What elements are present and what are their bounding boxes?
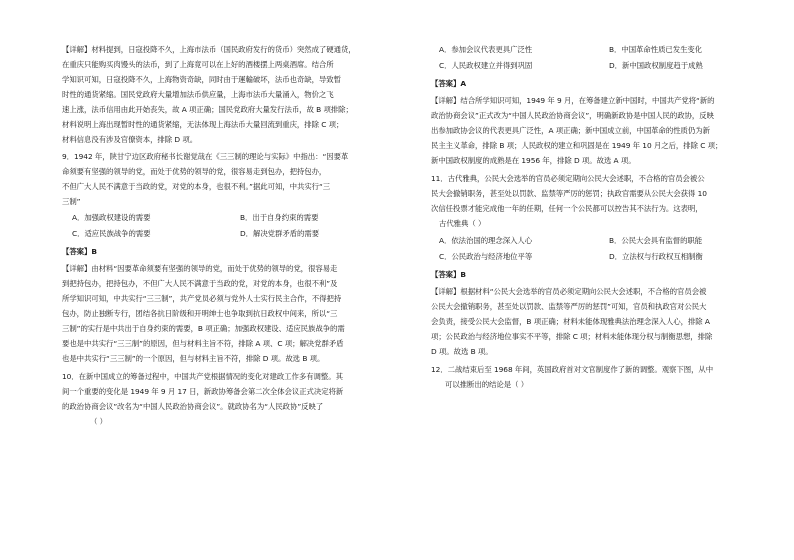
q9-analysis-line: 包办，防止独断专行，团结各抗日阶级和开明绅士也争取到抗日政权中间来，所以“三	[62, 309, 338, 318]
q11-analysis-line: 项；公民政治与经济地位事实不平等，排除 C 项；材料未能体现分权与制衡思想，排除	[431, 332, 713, 341]
q11-option-b: B．公民大会具有监督的职能	[609, 236, 703, 245]
q9-analysis-line: 到把持包办，把持包办，不但广大人民不满意于当政的党，对党的本身，也很不利”及	[62, 279, 338, 288]
q11-option-c: C．公民政治与经济地位平等	[439, 252, 533, 261]
q10-stem-line: 的政治协商会议”改名为“中国人民政治协商会议”。就政协名为“人民政协”反映了	[62, 402, 324, 411]
q10-analysis-line: 新中国政权制度的成熟是在 1956 年，排除 D 项。故选 A 项。	[431, 156, 636, 165]
q11-stem-line: 次信任投票才能完成他一年的任期，任何一个公民都可以控告其不法行为。这表明，	[431, 204, 703, 213]
q11-analysis-line: 【详解】根据材料“公民大会选举的官员必须定期向公民大会述职，不合格的官员会被	[431, 287, 707, 296]
q9-stem-line: 9．1942 年，陕甘宁边区政府秘书长谢觉哉在《三三制的理论与实际》中指出：“因要革	[62, 152, 349, 161]
q9-option-a: A．加强政权建设的需要	[72, 213, 151, 222]
q10-analysis-line: 【详解】结合所学知识可知，1949 年 9 月，在筹备建立新中国时，中国共产党将“新的	[431, 96, 715, 105]
q8-analysis-line: 材料信息没有涉及官僚资本，排除 D 项。	[62, 135, 198, 144]
q11-analysis-line: 会负责，接受公民大会监督，B 项正确；材料未能体现雅典法治理念深入人心，排除 A	[431, 317, 710, 326]
q9-analysis-line: 【详解】由材料“因要革命须要有坚强的领导的党，而处于优势的领导的党，很容易走	[62, 264, 338, 273]
q12-stem-line: 12．二战结束后至 1968 年间，英国政府首对文官制度作了新的调整。观察下图，从中	[431, 365, 714, 374]
q8-analysis-line: 学知识可知，日寇投降不久，上海物资奇缺，同时由于運輸破坏，法币也奇缺，导致暂	[62, 75, 341, 84]
q11-option-a: A．依法治国的理念深入人心	[439, 236, 533, 245]
q10-stem-line: 10．在新中国成立的筹备过程中，中国共产党根据情况的变化对建政工作多有调整。其	[62, 372, 343, 381]
q9-analysis-line: 所学知识可知，中共实行“三三制”，共产党员必须与党外人士实行民主合作，不得把持	[62, 294, 342, 303]
q11-option-d: D．立法权与行政权互相制衡	[609, 252, 703, 261]
q9-option-b: B．出于自身约束的需要	[240, 213, 319, 222]
q8-analysis-line: 材料说明上海出现暂时性的通货紧缩，无法体现上海法币大量回流到重庆，排除 C 项；	[62, 120, 344, 129]
q8-analysis-line: 时性的通货紧缩。国民党政府大量增加法币供应量，上海市法币大量涌入，物价之飞	[62, 90, 334, 99]
q10-option-d: D．新中国政权制度趋于成熟	[609, 61, 703, 70]
q10-answer: 【答案】A	[431, 79, 467, 88]
q8-analysis-line: 速上涨，法币信用由此开始丧失，故 A 项正确；国民党政府大量发行法币，故 B 项排除；	[62, 105, 353, 114]
q10-option-b: B．中国革命性质已发生变化	[609, 45, 703, 54]
q10-analysis-line: 出参加政协会议的代表更具广泛性，A 项正确；新中国成立前，中国革命的性质仍为新	[431, 126, 710, 135]
q9-analysis-line: 也是中共实行“三三制”的一个原因，但与材料主旨不符，排除 D 项。故选 B 项。	[62, 354, 325, 363]
q9-analysis-line: 三制”的实行是中共出于自身约束的需要，B 项正确；加强政权建设、适应民族战争的需	[62, 324, 345, 333]
q8-analysis-line: 在重庆只能购买肉馒头的法币，到了上海竟可以在上好的酒楼摆上两桌酒席。结合所	[62, 60, 334, 69]
q11-analysis-line: D 项。故选 B 项。	[431, 347, 493, 356]
q9-analysis-line: 要也是中共实行“三三制”的原因，但与材料主旨不符，排除 A 项、C 项；解决党群矛盾	[62, 339, 344, 348]
q11-answer: 【答案】B	[431, 270, 466, 279]
q11-analysis-line: 公民大会撤销职务，甚至处以罚款、监禁等严厉的惩罚”可知，官员和执政官对公民大	[431, 302, 707, 311]
q11-stem-line: 11．古代雅典，公民大会选举的官员必须定期向公民大会述职，不合格的官员会被公	[431, 174, 705, 183]
q10-option-a: A．参加会议代表更具广泛性	[439, 45, 533, 54]
q10-stem-line: 间一个重要的变化是 1949 年 9 月 17 日，新政协筹备会第二次全体会议正式决定将新	[62, 387, 344, 396]
q8-analysis-line: 【详解】材料提到，日寇投降不久，上海市法币（国民政府发行的货币）突然成了硬通货，	[62, 45, 356, 54]
q10-analysis-line: 政治协商会议”正式改为“中国人民政治协商会议”，明确新政协是中国人民的政协，反映	[431, 111, 714, 120]
q9-stem-line: 三制”	[62, 197, 81, 206]
q9-option-d: D．解决党群矛盾的需要	[240, 229, 320, 238]
q10-stem-line: （ ）	[90, 417, 107, 426]
q11-stem-line: 古代雅典（ ）	[439, 219, 486, 228]
q10-analysis-line: 民主主义革命，排除 B 项；人民政权的建立和巩固是在 1949 年 10 月之后，排除 C 项；	[431, 141, 723, 150]
q9-option-c: C．适应民族战争的需要	[72, 229, 151, 238]
q9-stem-line: 命须要有坚强的领导的党，而处于优势的领导的党，很容易走到包办，把持包办，	[62, 167, 327, 176]
q11-stem-line: 民大会撤销职务，甚至处以罚款、监禁等严厉的惩罚；执政官需要从公民大会获得 10	[431, 189, 707, 198]
q12-stem-line: 可以推断出的结论是（ ）	[445, 380, 529, 389]
q9-stem-line: 不但广大人民不满意于当政的党，对党的本身，也很不利。”据此可知，中共实行“三	[62, 182, 331, 191]
q10-option-c: C．人民政权建立并得到巩固	[439, 61, 533, 70]
q9-answer: 【答案】B	[62, 247, 97, 256]
